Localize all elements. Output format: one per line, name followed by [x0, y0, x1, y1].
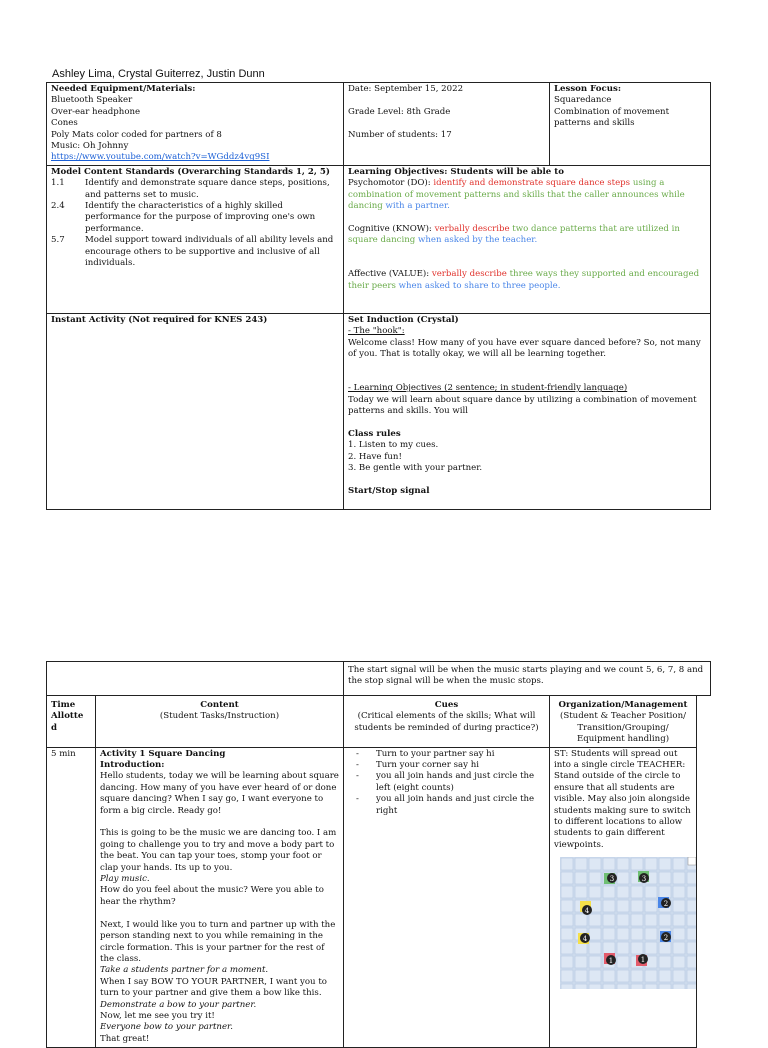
standard-text: Identify and demonstrate square dance steps, positions, and patterns set to music.	[85, 178, 330, 200]
lesson-focus-item: Squaredance	[554, 95, 612, 106]
equipment-item: Over-ear headphone	[51, 106, 141, 117]
activity-direction: Play music.	[100, 874, 150, 885]
standard-number: 5.7	[51, 235, 65, 246]
cognitive-objective	[348, 224, 706, 247]
affective-objective	[348, 269, 706, 292]
standard-item	[51, 235, 339, 269]
activity-paragraph: This is going to be the music we are dancing too. I am going to challenge you to try and move a body part to the beat. You can tap your toes, stomp your foot or clap your hands. Its up to you.	[100, 828, 337, 873]
activity-cues-cell	[344, 747, 550, 1047]
marker-number: 4	[582, 935, 588, 944]
objective-label: Cognitive (KNOW):	[348, 223, 435, 234]
formation-diagram	[560, 857, 696, 989]
equipment-item: Music: Oh Johnny	[51, 141, 129, 152]
objective-content: two dance patterns that are utilized in square dancing	[348, 223, 680, 246]
poly-mat-marker	[604, 953, 616, 965]
marker-number: 3	[609, 875, 615, 884]
activity-direction: Everyone bow to your partner.	[100, 1022, 233, 1033]
poly-mat-marker	[636, 954, 648, 966]
marker-number: 1	[640, 956, 646, 965]
standard-text: Model support toward individuals of all ability levels and encourage others to be supportive and inclusive of all individuals.	[85, 235, 334, 269]
activity-intro-label: Introduction:	[100, 760, 165, 771]
objective-condition: when asked by the teacher.	[415, 235, 538, 246]
grade-level: Grade Level: 8th Grade	[348, 106, 451, 117]
marker-number: 1	[608, 957, 614, 966]
set-induction-cell	[344, 313, 711, 509]
objective-condition: with a partner.	[382, 201, 450, 212]
class-rule: 3. Be gentle with your partner.	[348, 463, 483, 474]
instant-activity-cell: Instant Activity (Not required for KNES 243)	[47, 313, 344, 509]
objective-condition: when asked to share to three people.	[395, 280, 561, 291]
equipment-item: Poly Mats color coded for partners of 8	[51, 129, 222, 140]
equipment-heading: Needed Equipment/Materials:	[51, 84, 196, 94]
activity-paragraph: Now, let me see you try it!	[100, 1010, 215, 1021]
formation-diagram-svg	[560, 857, 696, 989]
poly-mat-marker	[660, 931, 671, 942]
set-induction-heading: Set Induction (Crystal)	[348, 314, 459, 325]
standard-number: 1.1	[51, 178, 65, 189]
cue-item: - Turn your corner say hi	[376, 760, 545, 771]
objective-verb: identify and demonstrate square dance steps	[433, 178, 631, 189]
hook-label: - The "hook":	[348, 326, 405, 337]
cue-item: - you all join hands and just circle the left (eight counts)	[376, 771, 545, 794]
cues-header-sub: (Critical elements of the skills; What will students be reminded of during practice?)	[354, 711, 539, 733]
poly-mat-marker	[578, 933, 590, 944]
edge-cell	[697, 696, 711, 748]
poly-mat-marker	[638, 871, 649, 883]
equipment-item: Bluetooth Speaker	[51, 95, 133, 106]
cues-header	[344, 696, 550, 748]
activity-paragraph: How do you feel about the music? Were you able to hear the rhythm?	[100, 885, 324, 907]
marker-number: 2	[663, 934, 669, 943]
objectives-heading: Learning Objectives: Students will be able to	[348, 166, 564, 177]
org-header-sub: (Student & Teacher Position/ Transition/Grouping/ Equipment handling)	[559, 711, 687, 745]
class-rules-heading: Class rules	[348, 428, 401, 439]
activity-content-cell	[96, 747, 344, 1047]
lesson-focus-cell	[550, 83, 711, 166]
psychomotor-objective	[348, 178, 706, 212]
equipment-item: Cones	[51, 118, 78, 129]
activity-direction: Take a students partner for a moment.	[100, 965, 269, 976]
learning-objectives-text: Today we will learn about square dance by utilizing a combination of movement patterns and skills. You will	[348, 394, 697, 417]
authors: Ashley Lima, Crystal Guiterrez, Justin Dunn	[52, 68, 265, 80]
content-header-title: Content	[200, 700, 239, 710]
activity-paragraph: Next, I would like you to turn and partner up with the person standing next to you while remaining in the circle formation. This is your partner for the rest of the class.	[100, 919, 336, 964]
start-stop-signal-heading: Start/Stop signal	[348, 485, 430, 496]
standard-item	[51, 178, 339, 201]
org-text: ST: Students will spread out into a single circle TEACHER: Stand outside of the circle to ensure that all students are visible. May also join alongside students making sure to switch to different locations to allow students to gain different viewpoints.	[554, 748, 691, 850]
cues-list	[348, 749, 545, 817]
lesson-focus-heading: Lesson Focus:	[554, 84, 622, 94]
cue-item: - you all join hands and just circle the right	[376, 794, 545, 817]
equipment-cell	[47, 83, 344, 166]
corner-marker	[688, 857, 696, 865]
org-header-title: Organization/Management	[558, 700, 688, 710]
activity-time: 5 min	[47, 747, 96, 1047]
marker-number: 3	[641, 875, 647, 884]
marker-number: 4	[584, 907, 590, 916]
floor-background	[560, 857, 696, 989]
standards-heading: Model Content Standards (Overarching Standards 1, 2, 5)	[51, 166, 330, 177]
lesson-date: Date: September 15, 2022	[348, 84, 464, 94]
objective-verb: verbally describe	[431, 269, 507, 280]
activity-org-cell	[550, 747, 697, 1047]
objective-content: using a combination of movement patterns and skills that the caller announces while dancing	[348, 178, 685, 212]
lesson-header-table	[46, 82, 711, 510]
content-header-sub: (Student Tasks/Instruction)	[159, 711, 280, 722]
hook-text: Welcome class! How many of you have ever square danced before? So, not many of you. That is totally okay, we will all be learning together.	[348, 337, 701, 360]
lesson-plan-table	[46, 661, 711, 1048]
activity-paragraph: Hello students, today we will be learning about square dancing. How many of you have ever heard of or done square dancing? When I say go, I want everyone to form a big circle. Ready go!	[100, 771, 339, 816]
objectives-cell	[344, 165, 711, 313]
standard-number: 2.4	[51, 201, 65, 212]
org-header	[550, 696, 697, 748]
activity-paragraph: When I say BOW TO YOUR PARTNER, I want you to turn to your partner and give them a bow like this.	[100, 976, 327, 999]
objective-verb: verbally describe	[434, 223, 510, 234]
lesson-info-cell	[344, 83, 550, 166]
cue-item: - Turn to your partner say hi	[376, 749, 545, 760]
time-header: Time Allotte d	[47, 696, 96, 748]
activity-title: Activity 1 Square Dancing	[100, 748, 226, 759]
signal-spacer-cell	[47, 662, 344, 696]
edge-cell	[697, 747, 711, 1047]
standard-text: Identify the characteristics of a highly skilled performance for the purpose of improving one's own performance.	[85, 201, 316, 234]
class-rule: 1. Listen to my cues.	[348, 440, 439, 451]
standard-item	[51, 201, 339, 235]
content-header	[96, 696, 344, 748]
signal-text-cell: The start signal will be when the music starts playing and we count 5, 6, 7, 8 and the stop signal will be when the music stops.	[344, 662, 711, 696]
marker-number: 2	[663, 900, 669, 909]
lesson-focus-item: Combination of movement patterns and skills	[554, 106, 670, 129]
class-rule: 2. Have fun!	[348, 451, 402, 462]
cues-header-title: Cues	[434, 700, 459, 710]
music-link[interactable]: https://www.youtube.com/watch?v=WGddz4vg9SI	[51, 152, 270, 163]
objective-content: three ways they supported and encouraged their peers	[348, 269, 700, 291]
standards-cell	[47, 165, 344, 313]
activity-paragraph: That great!	[100, 1033, 150, 1044]
learning-objectives-label: - Learning Objectives (2 sentence; in student-friendly language)	[348, 383, 628, 394]
student-count: Number of students: 17	[348, 129, 452, 140]
objective-label: Psychomotor (DO):	[348, 178, 434, 189]
activity-direction: Demonstrate a bow to your partner.	[100, 999, 257, 1010]
objective-label: Affective (VALUE):	[348, 269, 432, 280]
